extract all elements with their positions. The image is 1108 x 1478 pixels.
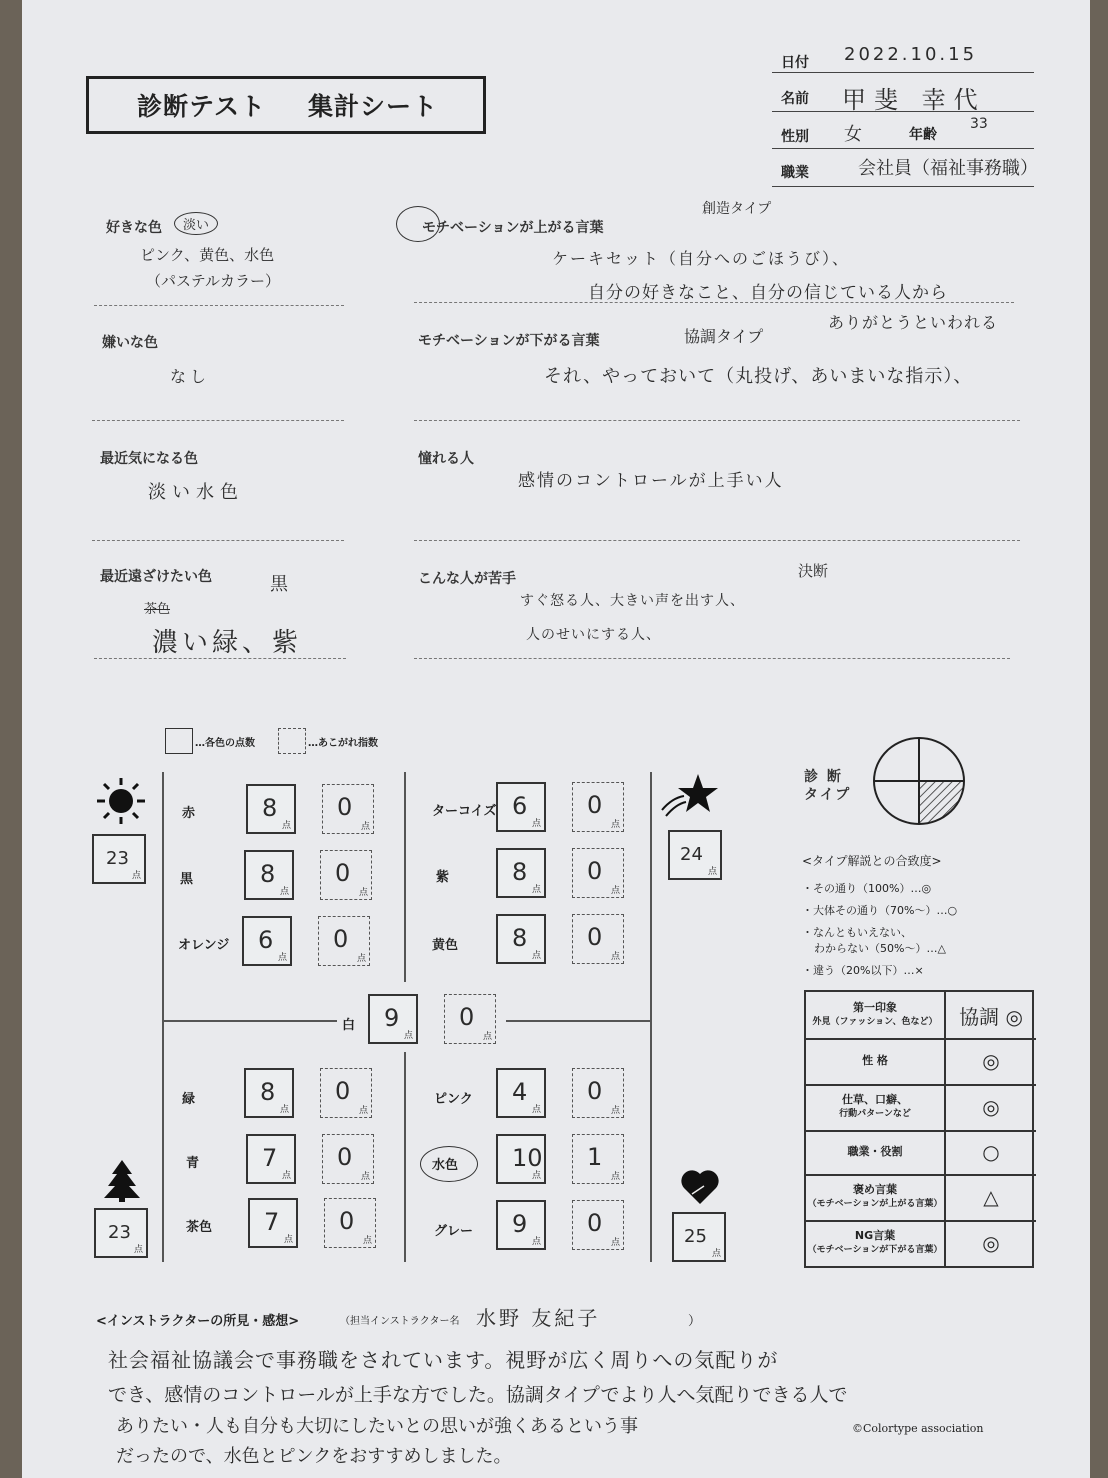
eval-label-main: NG言葉	[854, 1229, 896, 1242]
down-divider	[414, 420, 1020, 421]
point-mark: 点	[531, 819, 541, 829]
recent-divider	[92, 540, 344, 541]
color-aspiration-box	[320, 1068, 372, 1118]
point-mark: 点	[277, 953, 287, 963]
liked-note: 淡い	[174, 212, 218, 235]
color-aspiration-box	[572, 848, 624, 898]
date-underline	[772, 72, 1034, 73]
point-mark: 点	[610, 952, 620, 962]
color-aspiration-value: 0	[337, 1143, 353, 1171]
point-mark: 点	[279, 1105, 289, 1115]
name-underline	[772, 111, 1034, 112]
color-aspiration-box	[318, 916, 370, 966]
color-aspiration-value: 0	[587, 857, 603, 885]
color-score-box	[496, 914, 546, 964]
eval-row	[806, 992, 1036, 1040]
disliked-value: なし	[170, 367, 211, 386]
color-name: 茶色	[186, 1220, 213, 1235]
eval-row-label	[806, 1084, 946, 1130]
color-score-box	[244, 1068, 294, 1118]
match-3a: ・なんともいえない、	[802, 926, 912, 939]
point-mark: 点	[133, 1245, 143, 1255]
instructor-close-paren: ）	[688, 1314, 702, 1329]
color-aspiration-box	[444, 994, 496, 1044]
title-part2: 集計シート	[308, 92, 439, 121]
sex-age-underline	[772, 148, 1034, 149]
point-mark: 点	[482, 1032, 492, 1042]
color-score-box	[496, 782, 546, 832]
point-mark: 点	[362, 1236, 372, 1246]
heart-icon	[678, 1164, 722, 1212]
match-1: ・その通り（100%）…◎	[802, 882, 932, 895]
weak-label: こんな人が苦手	[418, 571, 516, 587]
color-aspiration-value: 0	[339, 1207, 355, 1235]
color-score-box	[496, 848, 546, 898]
color-aspiration-value: 0	[333, 925, 349, 953]
eval-row	[806, 1130, 1036, 1176]
color-name: ピンク	[434, 1092, 473, 1107]
color-score-value: 7	[264, 1208, 280, 1236]
color-aspiration-value: 0	[459, 1003, 475, 1031]
disliked-color-label: 嫌いな色	[102, 335, 158, 351]
avoid-color-label: 最近遠ざけたい色	[100, 569, 212, 585]
eval-label-sub: （モチベーションが下がる言葉）	[807, 1245, 943, 1255]
evaluation-table	[804, 990, 1034, 1268]
eval-row	[806, 1038, 1036, 1086]
color-aspiration-box	[322, 1134, 374, 1184]
eval-label-sub: 外見（ファッション、色など）	[812, 1017, 938, 1027]
color-name: 赤	[182, 806, 196, 821]
copyright-text: ©Colortype association	[852, 1422, 984, 1435]
color-name: 黒	[180, 872, 194, 887]
match-title: <タイプ解説との合致度>	[802, 854, 942, 868]
point-mark: 点	[283, 1235, 293, 1245]
eval-label-main: 第一印象	[852, 1001, 897, 1014]
color-aspiration-box	[322, 784, 374, 834]
liked-line1: ピンク、黄色、水色	[140, 246, 275, 264]
match-3b: わからない（50%〜）…△	[814, 942, 946, 955]
avoid-value: 濃い緑、紫	[152, 628, 303, 658]
job-value: 会社員（福祉事務職）	[858, 158, 1038, 179]
point-mark: 点	[281, 1171, 291, 1181]
grid-center-bottom	[404, 1052, 406, 1262]
color-score-value: 8	[260, 1078, 276, 1106]
down-note: 協調タイプ	[684, 327, 764, 346]
sun-icon	[94, 776, 148, 830]
point-mark: 点	[610, 886, 620, 896]
avoid-note: 黒	[270, 574, 288, 595]
color-name: グレー	[434, 1224, 474, 1239]
eval-row-value: 協調 ◎	[959, 1004, 1023, 1029]
eval-label-main: 褒め言葉	[853, 1183, 897, 1196]
color-score-box	[246, 784, 296, 834]
point-mark: 点	[610, 1172, 620, 1182]
color-score-box	[244, 850, 294, 900]
point-mark: 点	[610, 820, 620, 830]
eval-row-value: ◎	[982, 1095, 1000, 1119]
tree-total-value: 23	[108, 1222, 131, 1243]
color-aspiration-value: 0	[337, 793, 353, 821]
color-name: 黄色	[432, 938, 459, 953]
color-name: 紫	[436, 870, 450, 885]
grid-right-border	[650, 772, 652, 1262]
color-name: ターコイズ	[432, 804, 497, 819]
eval-row-label	[806, 1038, 946, 1084]
light-blue-circle-mark	[420, 1146, 478, 1182]
point-mark: 点	[610, 1106, 620, 1116]
legend-score-text: …各色の点数	[195, 738, 255, 749]
liked-color-label: 好きな色	[106, 220, 162, 236]
eval-label-main: 職業・役割	[847, 1145, 903, 1158]
color-name: オレンジ	[178, 938, 230, 953]
motivation-down-label: モチベーションが下がる言葉	[418, 333, 600, 349]
color-score-box	[496, 1200, 546, 1250]
heart-total-value: 25	[684, 1226, 707, 1247]
comment-line-4: だったので、水色とピンクをおすすめしました。	[116, 1446, 512, 1467]
up-line3: ありがとうといわれる	[828, 313, 999, 332]
weak-note: 決断	[798, 562, 829, 580]
eval-label-sub: 行動パターンなど	[839, 1109, 911, 1119]
heart-total-box	[672, 1212, 726, 1262]
color-name: 緑	[182, 1092, 196, 1107]
sun-total-box	[92, 834, 146, 884]
eval-row	[806, 1084, 1036, 1132]
star-total-box	[668, 830, 722, 880]
eval-row	[806, 1174, 1036, 1222]
admire-divider	[414, 540, 1020, 541]
color-aspiration-value: 0	[587, 923, 603, 951]
color-score-value: 8	[260, 860, 276, 888]
eval-row-label	[806, 1130, 946, 1174]
sex-label: 性別	[781, 129, 809, 145]
color-aspiration-box	[320, 850, 372, 900]
age-value: 33	[970, 116, 988, 132]
star-icon	[658, 772, 722, 822]
eval-row-value: △	[983, 1185, 999, 1209]
weak-line1: すぐ怒る人、大きい声を出す人、	[520, 593, 745, 609]
point-mark: 点	[356, 954, 366, 964]
point-mark: 点	[531, 885, 541, 895]
grid-mid-left	[162, 1020, 337, 1022]
up-line1: ケーキセット（自分へのごほうび）、	[552, 249, 851, 268]
name-label: 名前	[781, 91, 809, 107]
color-aspiration-value: 0	[587, 791, 603, 819]
date-label: 日付	[781, 55, 809, 71]
point-mark: 点	[279, 887, 289, 897]
tree-icon	[102, 1158, 142, 1206]
sheet-title	[86, 76, 486, 134]
weak-line2: 人のせいにする人、	[526, 627, 661, 643]
eval-row-label	[806, 992, 946, 1038]
point-mark: 点	[707, 867, 717, 877]
eval-row-value: ◎	[982, 1049, 1000, 1073]
color-score-value: 7	[262, 1144, 278, 1172]
title-part1: 診断テスト	[137, 92, 267, 121]
instructor-name-label: （担当インストラクター名	[340, 1316, 460, 1327]
date-value: 2022.10.15	[844, 44, 978, 65]
color-name: 青	[186, 1156, 200, 1171]
point-mark: 点	[610, 1238, 620, 1248]
weak-divider	[414, 658, 1010, 659]
point-mark: 点	[403, 1031, 413, 1041]
down-line1: それ、やっておいて（丸投げ、あいまいな指示）、	[544, 366, 973, 387]
admire-label: 憧れる人	[418, 451, 474, 467]
type-label-2: タイプ	[804, 787, 852, 803]
color-score-box	[246, 1134, 296, 1184]
type-label-1: 診 断	[804, 769, 843, 785]
color-aspiration-value: 0	[587, 1209, 603, 1237]
eval-row	[806, 1220, 1036, 1266]
color-aspiration-box	[572, 1200, 624, 1250]
point-mark: 点	[531, 951, 541, 961]
color-score-value: 4	[512, 1078, 528, 1106]
point-mark: 点	[360, 822, 370, 832]
instructor-name-value: 水野 友紀子	[476, 1306, 601, 1330]
point-mark: 点	[281, 821, 291, 831]
job-label: 職業	[781, 165, 809, 181]
color-score-value: 9	[384, 1004, 400, 1032]
eval-label-sub: （モチベーションが上がる言葉）	[807, 1199, 943, 1209]
point-mark: 点	[531, 1237, 541, 1247]
match-4: ・違う（20%以下）…×	[802, 964, 924, 977]
color-name: 水色	[432, 1158, 459, 1173]
grid-center-top	[404, 772, 406, 982]
grid-left-border	[162, 772, 164, 1262]
name-value: 甲斐 幸代	[842, 86, 986, 114]
liked-line2: （パステルカラー）	[146, 272, 280, 290]
color-score-value: 8	[512, 858, 528, 886]
instructor-label: <インストラクターの所見・感想>	[96, 1314, 300, 1329]
recent-value: 淡い水色	[148, 482, 244, 503]
eval-row-value: ○	[982, 1140, 1000, 1164]
legend-aspiration-box	[278, 728, 306, 754]
comment-line-3: ありたい・人も自分も大切にしたいとの思いが強くあるという事	[116, 1416, 638, 1437]
color-score-value: 9	[512, 1210, 528, 1238]
color-score-value: 8	[262, 794, 278, 822]
legend-score-box	[165, 728, 193, 754]
color-aspiration-value: 1	[587, 1143, 603, 1171]
color-aspiration-box	[572, 914, 624, 964]
eval-label-main: 仕草、口癖、	[841, 1093, 908, 1106]
sun-total-value: 23	[106, 848, 129, 869]
color-aspiration-box	[324, 1198, 376, 1248]
color-aspiration-value: 0	[335, 1077, 351, 1105]
point-mark: 点	[531, 1105, 541, 1115]
color-score-value: 6	[258, 926, 274, 954]
job-underline	[772, 186, 1034, 187]
color-score-box	[248, 1198, 298, 1248]
color-score-box	[242, 916, 292, 966]
color-aspiration-value: 0	[335, 859, 351, 887]
eval-row-label	[806, 1220, 946, 1266]
comment-line-2: でき、感情のコントロールが上手な方でした。協調タイプでより人へ気配りできる人で	[108, 1384, 848, 1406]
point-mark: 点	[531, 1171, 541, 1181]
up-note: 創造タイプ	[702, 201, 772, 217]
age-label: 年齢	[909, 127, 937, 143]
color-aspiration-value: 0	[587, 1077, 603, 1105]
color-name: 白	[342, 1018, 356, 1033]
star-total-value: 24	[680, 844, 703, 865]
sex-value: 女	[844, 124, 862, 145]
admire-value: 感情のコントロールが上手い人	[518, 471, 784, 491]
color-aspiration-box	[572, 1068, 624, 1118]
color-score-box	[368, 994, 418, 1044]
disliked-divider	[92, 420, 344, 421]
recent-color-label: 最近気になる色	[100, 451, 198, 467]
paper-sheet	[22, 0, 1090, 1478]
motivation-up-label: モチベーションが上がる言葉	[422, 220, 604, 236]
point-mark: 点	[360, 1172, 370, 1182]
color-score-value: 6	[512, 792, 528, 820]
eval-row-value: ◎	[982, 1231, 1000, 1255]
color-aspiration-box	[572, 1134, 624, 1184]
legend-aspiration-text: …あこがれ指数	[308, 738, 378, 749]
eval-label-main: 性 格	[862, 1054, 888, 1067]
comment-line-1: 社会福祉協議会で事務職をされています。視野が広く周りへの気配りが	[108, 1348, 779, 1372]
color-score-value: 8	[512, 924, 528, 952]
up-divider	[414, 302, 1014, 303]
point-mark: 点	[131, 871, 141, 881]
eval-row-label	[806, 1174, 946, 1220]
type-circle-diagram	[870, 736, 968, 830]
grid-mid-right	[506, 1020, 652, 1022]
color-score-box	[496, 1068, 546, 1118]
color-aspiration-box	[572, 782, 624, 832]
color-score-box	[496, 1134, 546, 1184]
up-line2: 自分の好きなこと、自分の信じている人から	[588, 283, 948, 303]
point-mark: 点	[358, 1106, 368, 1116]
tree-total-box	[94, 1208, 148, 1258]
point-mark: 点	[711, 1249, 721, 1259]
avoid-divider	[94, 658, 346, 659]
point-mark: 点	[358, 888, 368, 898]
liked-divider	[94, 305, 344, 306]
match-2: ・大体その通り（70%〜）…○	[802, 904, 958, 917]
avoid-struck: 茶色	[144, 602, 171, 617]
color-score-value: 10	[512, 1144, 543, 1172]
